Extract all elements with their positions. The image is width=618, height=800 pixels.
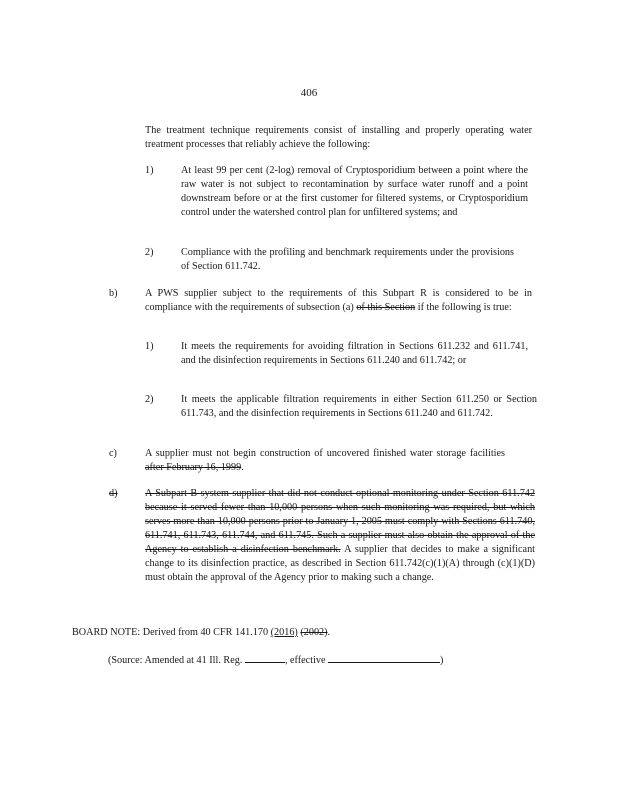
board-note-text: BOARD NOTE: Derived from 40 CFR 141.170 [72, 627, 271, 638]
source-end: ) [440, 655, 444, 666]
board-note-underlined: (2016) [270, 627, 298, 638]
source-line [108, 652, 443, 668]
section-c-label: c) [109, 448, 117, 459]
section-b-item-2-text: It meets the applicable filtration requirements in either Section 611.250 or Section 611.743, and the disinfection requirements in Sections 611.240 and 611.742. [181, 394, 537, 419]
section-b-item-1-text: It meets the requirements for avoiding filtration in Sections 611.232 and 611.741, and the disinfection requirements in Sections 611.240 and 611.742; or [181, 341, 528, 366]
board-note-end: . [327, 627, 331, 638]
section-b-item-1-number: 1) [145, 341, 154, 352]
source-text: (Source: Amended at 41 Ill. Reg. [108, 655, 243, 666]
page-number: 406 [300, 87, 318, 99]
section-d-struck-text: A Subpart B system supplier that did not conduct optional monitoring under Section 611.742 because it served fewer than 10,000 persons when such monitoring was required, but which serves more than 10,000 persons prior to January 1, 2005 must comply with Sections 611.740, 611.741, 611.743, 611.744, and 611.745. Such a supplier must also obtain the approval of the Agency to establish a disinfection benchmark. [145, 488, 535, 555]
board-note [72, 626, 330, 640]
section-c-text-after: . [241, 462, 244, 473]
intro-item-1-text: At least 99 per cent (2-log) removal of Cryptosporidium between a point where the raw water is not subject to recontamination by surface water runoff and a point downstream before or at the first customer for filtered systems, or Cryptosporidium control under the watershed control plan for unfiltered systems; and [181, 165, 528, 218]
section-b-text-after: if the following is true: [415, 302, 512, 313]
section-b-struck-text: of this Section [356, 302, 416, 313]
section-d-label: d) [109, 488, 118, 499]
source-effective: , effective [284, 655, 326, 666]
section-b-paragraph [145, 287, 532, 315]
section-b-label: b) [109, 288, 118, 299]
section-b-text-before: A PWS supplier subject to the requirements of this Subpart R is considered to be in compliance with the requirements of subsection (a) [145, 288, 532, 313]
section-c-text: A supplier must not begin construction of uncovered finished water storage facilities [145, 448, 505, 459]
section-d-text: A supplier that decides to make a significant change to its disinfection practice, as described in Section 611.742(c)(1)(A) through (c)(1)(D) must obtain the approval of the Agency prior to making such a change. [145, 544, 535, 583]
intro-item-2-text: Compliance with the profiling and benchmark requirements under the provisions of Section 611.742. [181, 247, 514, 272]
register-blank [245, 652, 285, 663]
section-b-item-2-number: 2) [145, 394, 154, 405]
effective-date-blank [328, 652, 440, 663]
intro-paragraph: The treatment technique requirements consist of installing and properly operating water treatment processes that reliably achieve the following: [145, 125, 532, 150]
board-note-struck: (2002) [300, 627, 328, 638]
intro-item-2-number: 2) [145, 247, 154, 258]
section-c-paragraph [145, 447, 505, 475]
section-c-struck-text: after February 16, 1999 [145, 462, 242, 473]
section-d-paragraph [145, 487, 535, 585]
intro-item-1-number: 1) [145, 165, 154, 176]
